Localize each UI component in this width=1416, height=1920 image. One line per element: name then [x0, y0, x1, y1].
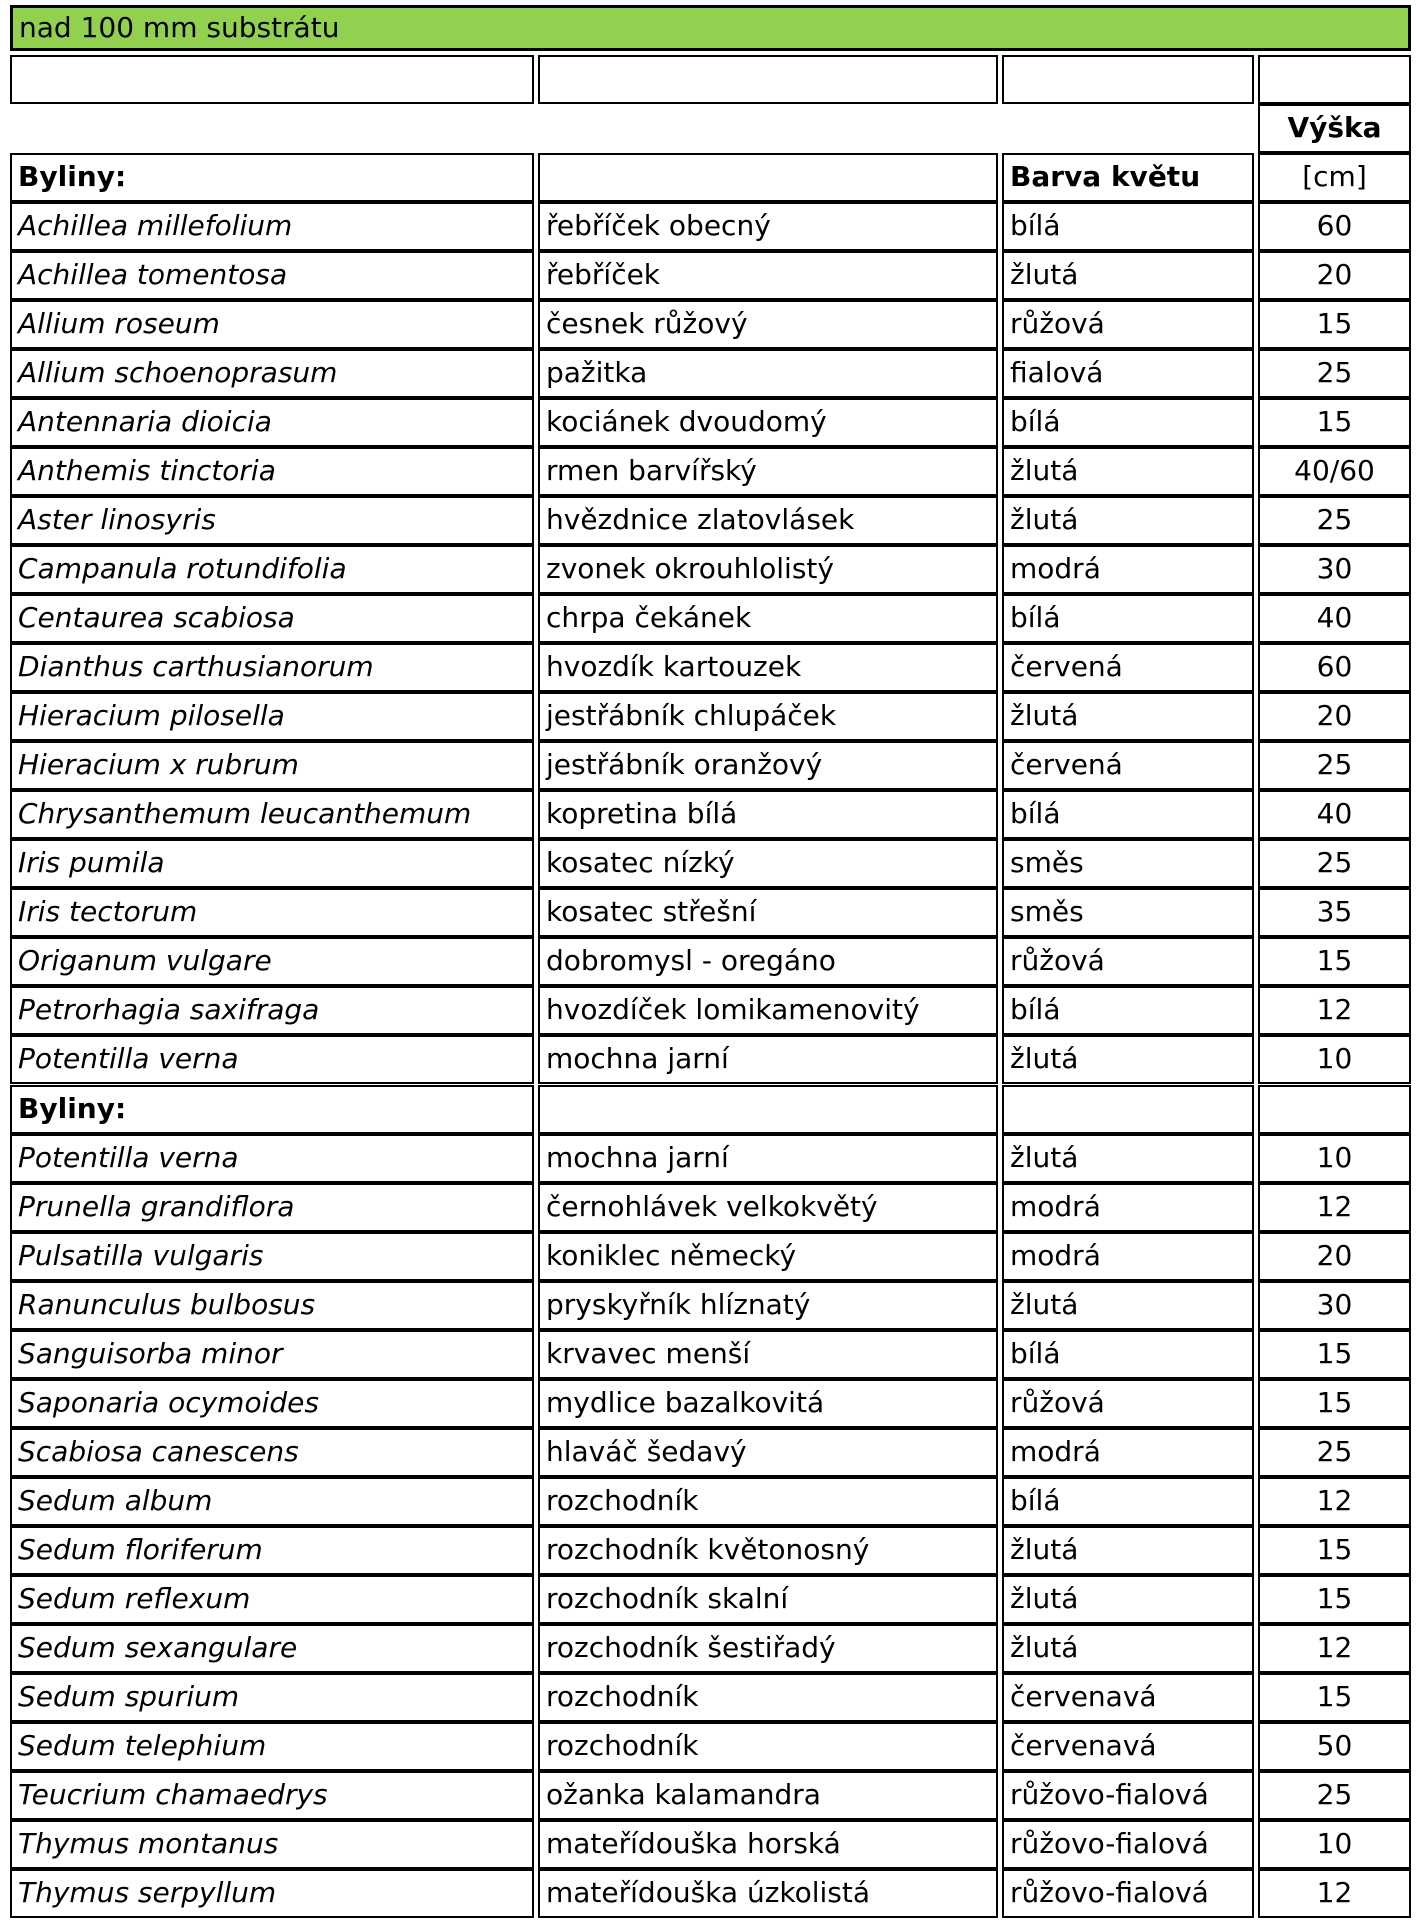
flower-color-cell: červenavá	[1002, 1673, 1254, 1722]
table-row	[10, 1281, 1411, 1330]
czech-name-cell: rozchodník	[538, 1673, 998, 1722]
flower-color-cell: růžová	[1002, 937, 1254, 986]
flower-color-cell: bílá	[1002, 790, 1254, 839]
czech-name-cell: pryskyřník hlíznatý	[538, 1281, 998, 1330]
flower-color-cell: fialová	[1002, 349, 1254, 398]
czech-name-cell: jestřábník oranžový	[538, 741, 998, 790]
czech-name-cell: hvozdíček lomikamenovitý	[538, 986, 998, 1035]
height-cell: 15	[1258, 1526, 1411, 1575]
empty-cell	[538, 1085, 998, 1134]
latin-name-cell: Allium roseum	[10, 300, 534, 349]
section-header: Byliny:	[10, 1085, 534, 1134]
flower-color-cell: modrá	[1002, 1232, 1254, 1281]
section-header: Byliny:	[10, 153, 534, 202]
flower-color-cell: bílá	[1002, 202, 1254, 251]
height-cell: 15	[1258, 300, 1411, 349]
table-row	[10, 790, 1411, 839]
latin-name-cell: Sanguisorba minor	[10, 1330, 534, 1379]
table-row	[10, 839, 1411, 888]
latin-name-cell: Antennaria dioicia	[10, 398, 534, 447]
latin-name-cell: Scabiosa canescens	[10, 1428, 534, 1477]
latin-name-cell: Centaurea scabiosa	[10, 594, 534, 643]
height-cell: 12	[1258, 986, 1411, 1035]
czech-name-cell: řebříček obecný	[538, 202, 998, 251]
czech-name-cell: rozchodník	[538, 1477, 998, 1526]
latin-name-cell: Teucrium chamaedrys	[10, 1771, 534, 1820]
latin-name-cell: Sedum telephium	[10, 1722, 534, 1771]
height-cell: 35	[1258, 888, 1411, 937]
height-cell: 12	[1258, 1183, 1411, 1232]
flower-color-cell: žlutá	[1002, 692, 1254, 741]
czech-name-cell: zvonek okrouhlolistý	[538, 545, 998, 594]
latin-name-cell: Sedum spurium	[10, 1673, 534, 1722]
flower-color-cell: červenavá	[1002, 1722, 1254, 1771]
table-row	[10, 986, 1411, 1035]
table-row	[10, 1428, 1411, 1477]
czech-name-cell: rozchodník šestiřadý	[538, 1624, 998, 1673]
height-cell: 25	[1258, 1428, 1411, 1477]
table-row	[10, 202, 1411, 251]
latin-name-cell: Hieracium pilosella	[10, 692, 534, 741]
section-row	[10, 1085, 1411, 1134]
table-row	[10, 692, 1411, 741]
czech-name-cell: hlaváč šedavý	[538, 1428, 998, 1477]
table-row	[10, 545, 1411, 594]
flower-color-cell: bílá	[1002, 398, 1254, 447]
czech-name-cell: kopretina bílá	[538, 790, 998, 839]
flower-color-cell: bílá	[1002, 594, 1254, 643]
table-row	[10, 1722, 1411, 1771]
empty-cell	[1002, 1085, 1254, 1134]
czech-name-cell: hvozdík kartouzek	[538, 643, 998, 692]
table-row	[10, 1379, 1411, 1428]
latin-name-cell: Sedum album	[10, 1477, 534, 1526]
unit-header: [cm]	[1258, 153, 1411, 202]
table-row	[10, 594, 1411, 643]
czech-name-cell: mydlice bazalkovitá	[538, 1379, 998, 1428]
blank-cell	[1002, 55, 1254, 104]
flower-color-cell: žlutá	[1002, 1575, 1254, 1624]
height-cell: 10	[1258, 1820, 1411, 1869]
czech-name-cell: mateřídouška úzkolistá	[538, 1869, 998, 1918]
table-row	[10, 1134, 1411, 1183]
table-row	[10, 496, 1411, 545]
height-cell: 60	[1258, 202, 1411, 251]
height-cell: 20	[1258, 1232, 1411, 1281]
latin-name-cell: Achillea tomentosa	[10, 251, 534, 300]
latin-name-cell: Dianthus carthusianorum	[10, 643, 534, 692]
height-cell: 40	[1258, 790, 1411, 839]
flower-color-cell: bílá	[1002, 1330, 1254, 1379]
height-cell: 20	[1258, 692, 1411, 741]
latin-name-cell: Sedum sexangulare	[10, 1624, 534, 1673]
latin-name-cell: Ranunculus bulbosus	[10, 1281, 534, 1330]
table-row	[10, 1477, 1411, 1526]
latin-name-cell: Pulsatilla vulgaris	[10, 1232, 534, 1281]
height-cell: 25	[1258, 496, 1411, 545]
table-row	[10, 1232, 1411, 1281]
czech-name-cell: mateřídouška horská	[538, 1820, 998, 1869]
table-row	[10, 937, 1411, 986]
height-cell: 15	[1258, 1673, 1411, 1722]
table-row	[10, 888, 1411, 937]
czech-name-cell: pažitka	[538, 349, 998, 398]
height-cell: 15	[1258, 1575, 1411, 1624]
height-cell: 60	[1258, 643, 1411, 692]
flower-color-cell: žlutá	[1002, 1624, 1254, 1673]
height-cell: 25	[1258, 349, 1411, 398]
latin-name-cell: Petrorhagia saxifraga	[10, 986, 534, 1035]
flower-color-cell: růžová	[1002, 300, 1254, 349]
flower-color-cell: žlutá	[1002, 496, 1254, 545]
empty-cell	[1258, 1085, 1411, 1134]
latin-name-cell: Campanula rotundifolia	[10, 545, 534, 594]
flower-color-cell: žlutá	[1002, 1035, 1254, 1084]
height-cell: 12	[1258, 1477, 1411, 1526]
height-cell: 15	[1258, 398, 1411, 447]
czech-name-cell: rozchodník	[538, 1722, 998, 1771]
table-row	[10, 1330, 1411, 1379]
latin-name-cell: Chrysanthemum leucanthemum	[10, 790, 534, 839]
table-row	[10, 1771, 1411, 1820]
height-cell: 10	[1258, 1035, 1411, 1084]
czech-name-cell: koniklec německý	[538, 1232, 998, 1281]
flower-color-cell: žlutá	[1002, 1134, 1254, 1183]
flower-color-cell: červená	[1002, 741, 1254, 790]
title-banner: nad 100 mm substrátu	[10, 5, 1411, 51]
czech-name-cell: hvězdnice zlatovlásek	[538, 496, 998, 545]
height-cell: 25	[1258, 741, 1411, 790]
latin-name-cell: Anthemis tinctoria	[10, 447, 534, 496]
table-row	[10, 1624, 1411, 1673]
height-cell: 25	[1258, 1771, 1411, 1820]
czech-name-cell: mochna jarní	[538, 1035, 998, 1084]
latin-name-cell: Potentilla verna	[10, 1134, 534, 1183]
table-row	[10, 1526, 1411, 1575]
height-cell: 12	[1258, 1869, 1411, 1918]
latin-name-cell: Thymus serpyllum	[10, 1869, 534, 1918]
header-row	[10, 153, 1411, 202]
latin-name-cell: Sedum floriferum	[10, 1526, 534, 1575]
czech-name-cell: rmen barvířský	[538, 447, 998, 496]
czech-name-cell: kosatec nízký	[538, 839, 998, 888]
latin-name-cell: Thymus montanus	[10, 1820, 534, 1869]
blank-cell	[1258, 55, 1411, 104]
table-row	[10, 300, 1411, 349]
blank-cell	[10, 55, 534, 104]
table-row	[10, 741, 1411, 790]
height-cell: 12	[1258, 1624, 1411, 1673]
flower-color-cell: růžovo-fialová	[1002, 1820, 1254, 1869]
czech-name-cell: ožanka kalamandra	[538, 1771, 998, 1820]
flower-color-cell: žlutá	[1002, 447, 1254, 496]
height-column-header: Výška	[1258, 104, 1411, 153]
flower-color-cell: bílá	[1002, 1477, 1254, 1526]
flower-color-cell: růžovo-fialová	[1002, 1869, 1254, 1918]
height-cell: 20	[1258, 251, 1411, 300]
latin-name-cell: Iris tectorum	[10, 888, 534, 937]
czech-name-cell: dobromysl - oregáno	[538, 937, 998, 986]
flower-color-cell: růžová	[1002, 1379, 1254, 1428]
czech-name-cell: mochna jarní	[538, 1134, 998, 1183]
flower-color-cell: žlutá	[1002, 1281, 1254, 1330]
table-row	[10, 1035, 1411, 1084]
czech-name-cell: jestřábník chlupáček	[538, 692, 998, 741]
latin-name-cell: Iris pumila	[10, 839, 534, 888]
latin-name-cell: Prunella grandiflora	[10, 1183, 534, 1232]
czech-name-cell: chrpa čekánek	[538, 594, 998, 643]
table-row	[10, 1183, 1411, 1232]
latin-name-cell: Hieracium x rubrum	[10, 741, 534, 790]
czech-name-cell: řebříček	[538, 251, 998, 300]
latin-name-cell: Sedum reflexum	[10, 1575, 534, 1624]
czech-name-cell: černohlávek velkokvětý	[538, 1183, 998, 1232]
table-row	[10, 447, 1411, 496]
height-cell: 25	[1258, 839, 1411, 888]
latin-name-cell: Potentilla verna	[10, 1035, 534, 1084]
height-cell: 30	[1258, 1281, 1411, 1330]
blank-cell	[538, 55, 998, 104]
table-row	[10, 643, 1411, 692]
table-row	[10, 1869, 1411, 1918]
flower-color-cell: modrá	[1002, 1428, 1254, 1477]
latin-name-cell: Allium schoenoprasum	[10, 349, 534, 398]
czech-name-cell: kosatec střešní	[538, 888, 998, 937]
height-cell: 40	[1258, 594, 1411, 643]
flower-color-cell: směs	[1002, 839, 1254, 888]
height-cell: 30	[1258, 545, 1411, 594]
latin-name-cell: Origanum vulgare	[10, 937, 534, 986]
czech-name-cell: rozchodník květonosný	[538, 1526, 998, 1575]
table-row	[10, 349, 1411, 398]
flower-color-cell: modrá	[1002, 545, 1254, 594]
table-row	[10, 251, 1411, 300]
flower-color-cell: růžovo-fialová	[1002, 1771, 1254, 1820]
czech-name-cell: krvavec menší	[538, 1330, 998, 1379]
height-cell: 15	[1258, 937, 1411, 986]
flower-color-cell: směs	[1002, 888, 1254, 937]
height-cell: 15	[1258, 1379, 1411, 1428]
height-cell: 50	[1258, 1722, 1411, 1771]
table-row	[10, 1673, 1411, 1722]
flower-color-cell: žlutá	[1002, 251, 1254, 300]
height-cell: 15	[1258, 1330, 1411, 1379]
flower-color-cell: červená	[1002, 643, 1254, 692]
latin-name-cell: Achillea millefolium	[10, 202, 534, 251]
czech-name-cell: kociánek dvoudomý	[538, 398, 998, 447]
height-label-row	[10, 104, 1411, 153]
czech-name-cell: rozchodník skalní	[538, 1575, 998, 1624]
flower-color-cell: žlutá	[1002, 1526, 1254, 1575]
czech-name-header	[538, 153, 998, 202]
flower-color-cell: modrá	[1002, 1183, 1254, 1232]
blank-row	[10, 55, 1411, 104]
color-column-header: Barva květu	[1002, 153, 1254, 202]
flower-color-cell: bílá	[1002, 986, 1254, 1035]
table-row	[10, 1575, 1411, 1624]
height-cell: 10	[1258, 1134, 1411, 1183]
latin-name-cell: Aster linosyris	[10, 496, 534, 545]
latin-name-cell: Saponaria ocymoides	[10, 1379, 534, 1428]
table-row	[10, 398, 1411, 447]
table-row	[10, 1820, 1411, 1869]
height-cell: 40/60	[1258, 447, 1411, 496]
czech-name-cell: česnek růžový	[538, 300, 998, 349]
